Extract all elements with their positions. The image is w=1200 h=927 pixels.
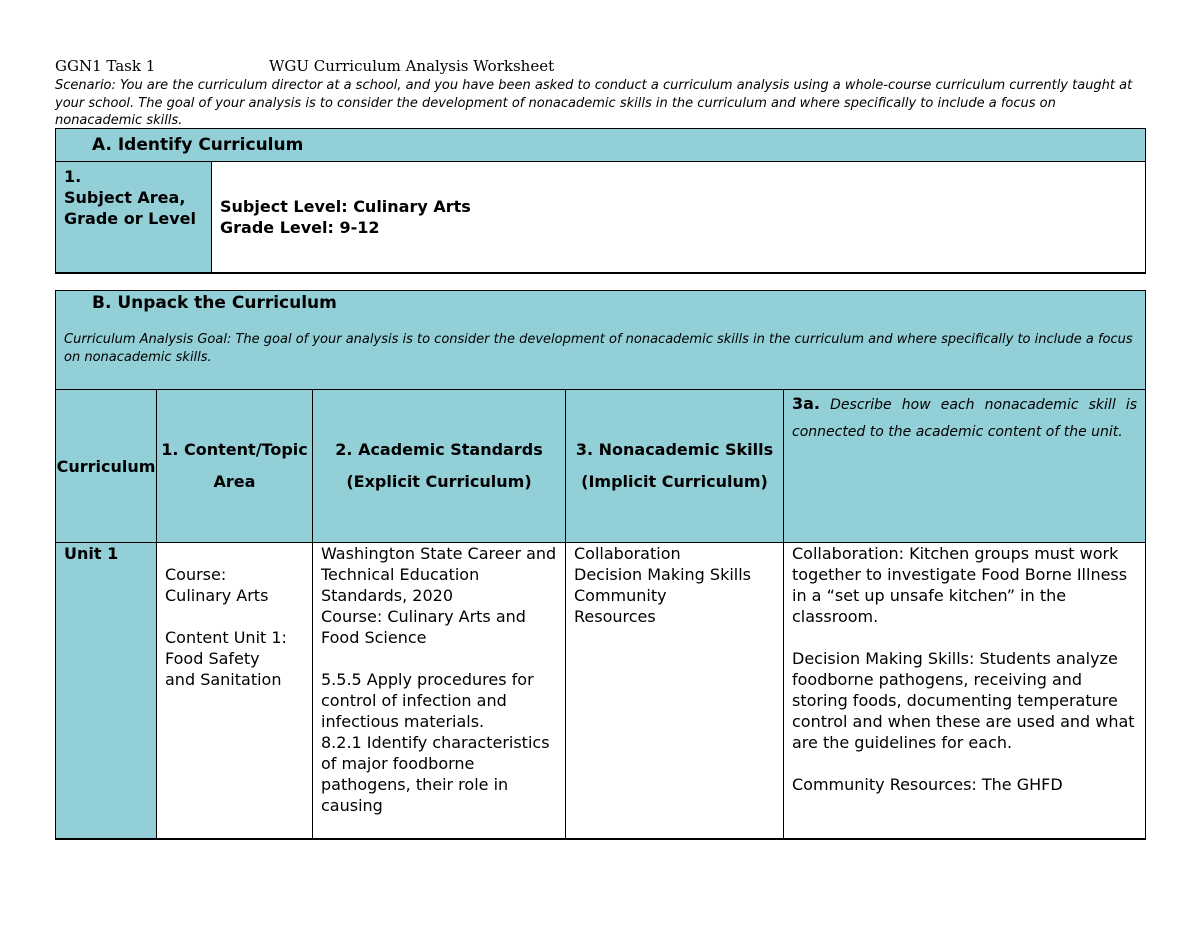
column-header-describe-number: 3a. [792,394,821,413]
section-a-title: A. Identify Curriculum [56,129,1146,162]
subject-area-label: Subject Area, Grade or Level [64,188,196,228]
skill-connection-cell: Collaboration: Kitchen groups must work together to investigate Food Borne Illness in a “set up unsafe kitchen” in the classroom. Decision Making Skills: Students analyze foodborne pathogens, receiving and storing foods, documenting temperature control and when these are used and what are the guidelines for each. Community Resources: The GHFD [784,543,1146,840]
table-row [56,543,1146,840]
column-header-nonacademic-label: 3. Nonacademic Skills (Implicit Curriculum) [575,440,774,491]
column-header-content [157,390,313,543]
column-header-describe-label: Describe how each nonacademic skill is connected to the academic content of the unit. [792,397,1137,440]
subject-area-number: 1. [64,167,82,186]
section-b-header-cell [56,291,1146,390]
column-header-curriculum [56,390,157,543]
subject-area-value-cell [212,162,1146,274]
unit-cell [56,543,157,840]
task-label: GGN1 Task 1 [55,57,156,75]
column-header-curriculum-label: Curriculum [56,456,156,476]
subject-level: Subject Level: Culinary Arts [220,197,471,216]
scenario-text: Scenario: You are the curriculum director at a school, and you have been asked to conduct a curriculum analysis using a whole-course curriculum currently taught at your school. The goal of your analysis is to consider the development of nonacademic skills in the curriculum and where specifically to include a focus on nonacademic skills. [55,78,1133,128]
column-header-academic-label: 2. Academic Standards (Explicit Curriculum) [335,440,543,491]
content-area-cell: Course: Culinary Arts Content Unit 1: Food Safety and Sanitation [157,543,313,840]
worksheet-title: WGU Curriculum Analysis Worksheet [269,57,555,75]
column-header-describe [784,390,1146,543]
unpack-curriculum-table [55,290,1146,840]
unit-label: Unit 1 [64,544,119,563]
subject-area-label-cell [56,162,212,274]
column-header-nonacademic [566,390,784,543]
column-header-academic [313,390,566,543]
curriculum-analysis-goal: Curriculum Analysis Goal: The goal of your analysis is to consider the development of nonacademic skills in the curriculum and where specifically to include a focus on nonacademic skills. [64,332,1133,365]
section-b-title: B. Unpack the Curriculum [92,293,337,313]
grade-level: Grade Level: 9-12 [220,218,380,237]
academic-standards-cell: Washington State Career and Technical Education Standards, 2020 Course: Culinary Arts and Food Science 5.5.5 Apply procedures for control of infection and infectious materials. 8.2.1 Identify characteristics of major foodborne pathogens, their role in causing [313,543,566,840]
identify-curriculum-table [55,128,1146,274]
column-header-content-label: 1. Content/Topic Area [161,440,308,491]
nonacademic-skills-cell: Collaboration Decision Making Skills Community Resources [566,543,784,840]
